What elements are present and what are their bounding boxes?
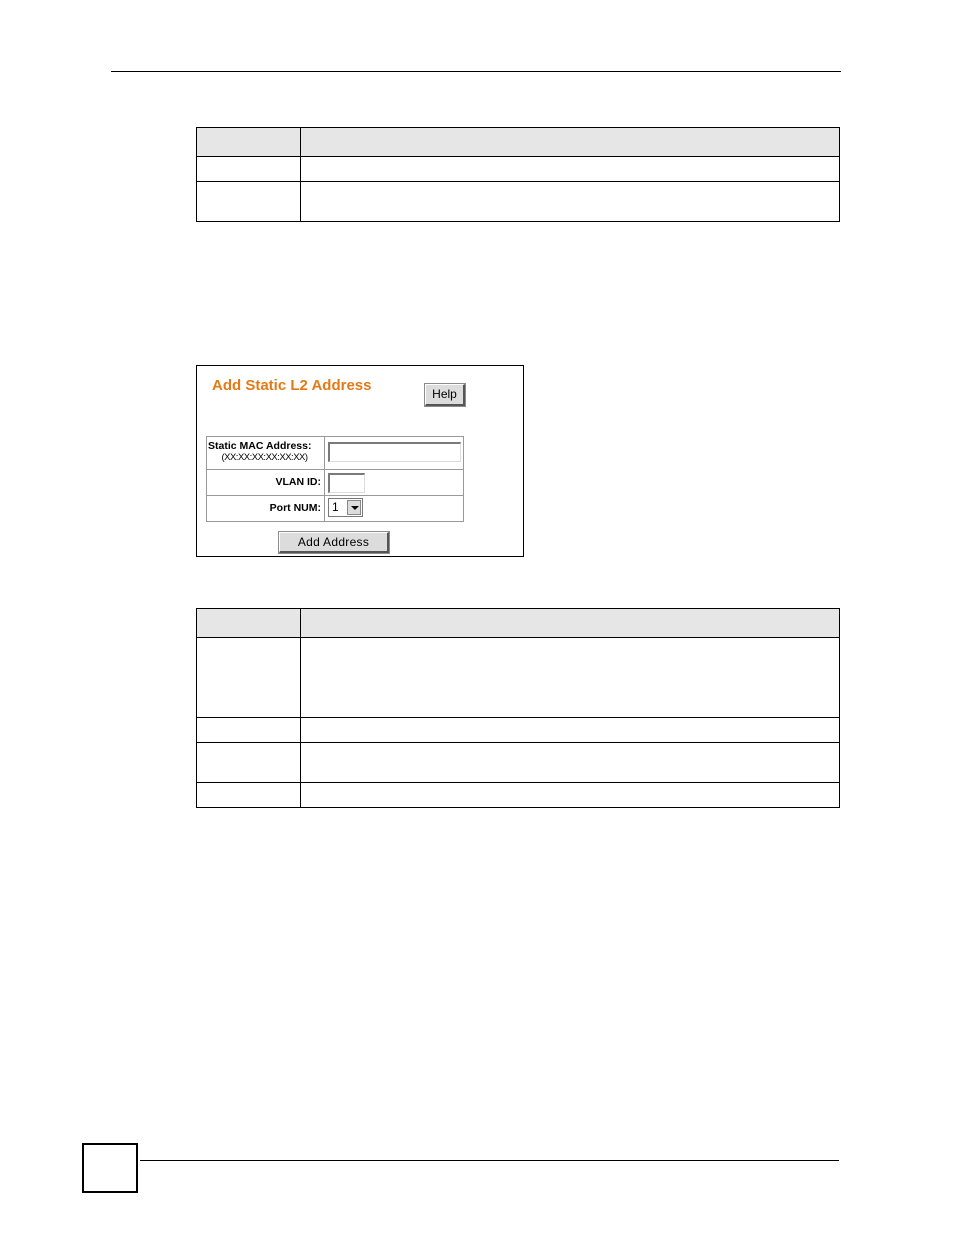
table-row bbox=[197, 743, 840, 783]
table-header-cell bbox=[197, 128, 301, 157]
table-cell bbox=[197, 743, 301, 783]
port-label: Port NUM: bbox=[207, 496, 325, 521]
add-static-l2-address-panel bbox=[196, 365, 524, 557]
mac-address-input[interactable] bbox=[328, 442, 461, 462]
field-table-1 bbox=[196, 127, 840, 222]
port-selected-value: 1 bbox=[332, 500, 339, 514]
table-cell bbox=[301, 743, 840, 783]
table-header-row bbox=[197, 128, 840, 157]
mac-row bbox=[207, 437, 463, 470]
table-cell bbox=[301, 157, 840, 182]
table-header-cell bbox=[197, 609, 301, 638]
table-header-cell bbox=[301, 609, 840, 638]
field-table-2 bbox=[196, 608, 840, 808]
table-row bbox=[197, 182, 840, 222]
table-cell bbox=[301, 638, 840, 718]
table-header-row bbox=[197, 609, 840, 638]
port-row bbox=[207, 496, 463, 521]
address-form bbox=[206, 436, 464, 522]
table-cell bbox=[301, 182, 840, 222]
table-row bbox=[197, 783, 840, 808]
vlan-label: VLAN ID: bbox=[207, 470, 325, 495]
vlan-row bbox=[207, 470, 463, 496]
table-cell bbox=[301, 718, 840, 743]
table-row bbox=[197, 157, 840, 182]
table-cell bbox=[197, 718, 301, 743]
panel-title: Add Static L2 Address bbox=[212, 377, 372, 394]
add-address-button[interactable]: Add Address bbox=[279, 532, 389, 553]
header-rule bbox=[111, 71, 841, 72]
footer-rule bbox=[140, 1160, 839, 1161]
page-number-box bbox=[82, 1143, 138, 1193]
help-button[interactable]: Help bbox=[425, 384, 465, 406]
mac-label: Static MAC Address: bbox=[208, 440, 312, 452]
chevron-down-icon[interactable] bbox=[347, 500, 361, 515]
table-cell bbox=[197, 638, 301, 718]
table-cell bbox=[301, 783, 840, 808]
table-row bbox=[197, 718, 840, 743]
table-cell bbox=[197, 783, 301, 808]
table-cell bbox=[197, 182, 301, 222]
vlan-id-input[interactable] bbox=[328, 473, 365, 493]
mac-label-cell bbox=[207, 437, 325, 469]
port-num-select[interactable] bbox=[328, 498, 363, 517]
mac-format-hint: (XX:XX:XX:XX:XX:XX) bbox=[221, 452, 308, 463]
table-header-cell bbox=[301, 128, 840, 157]
table-row bbox=[197, 638, 840, 718]
table-cell bbox=[197, 157, 301, 182]
